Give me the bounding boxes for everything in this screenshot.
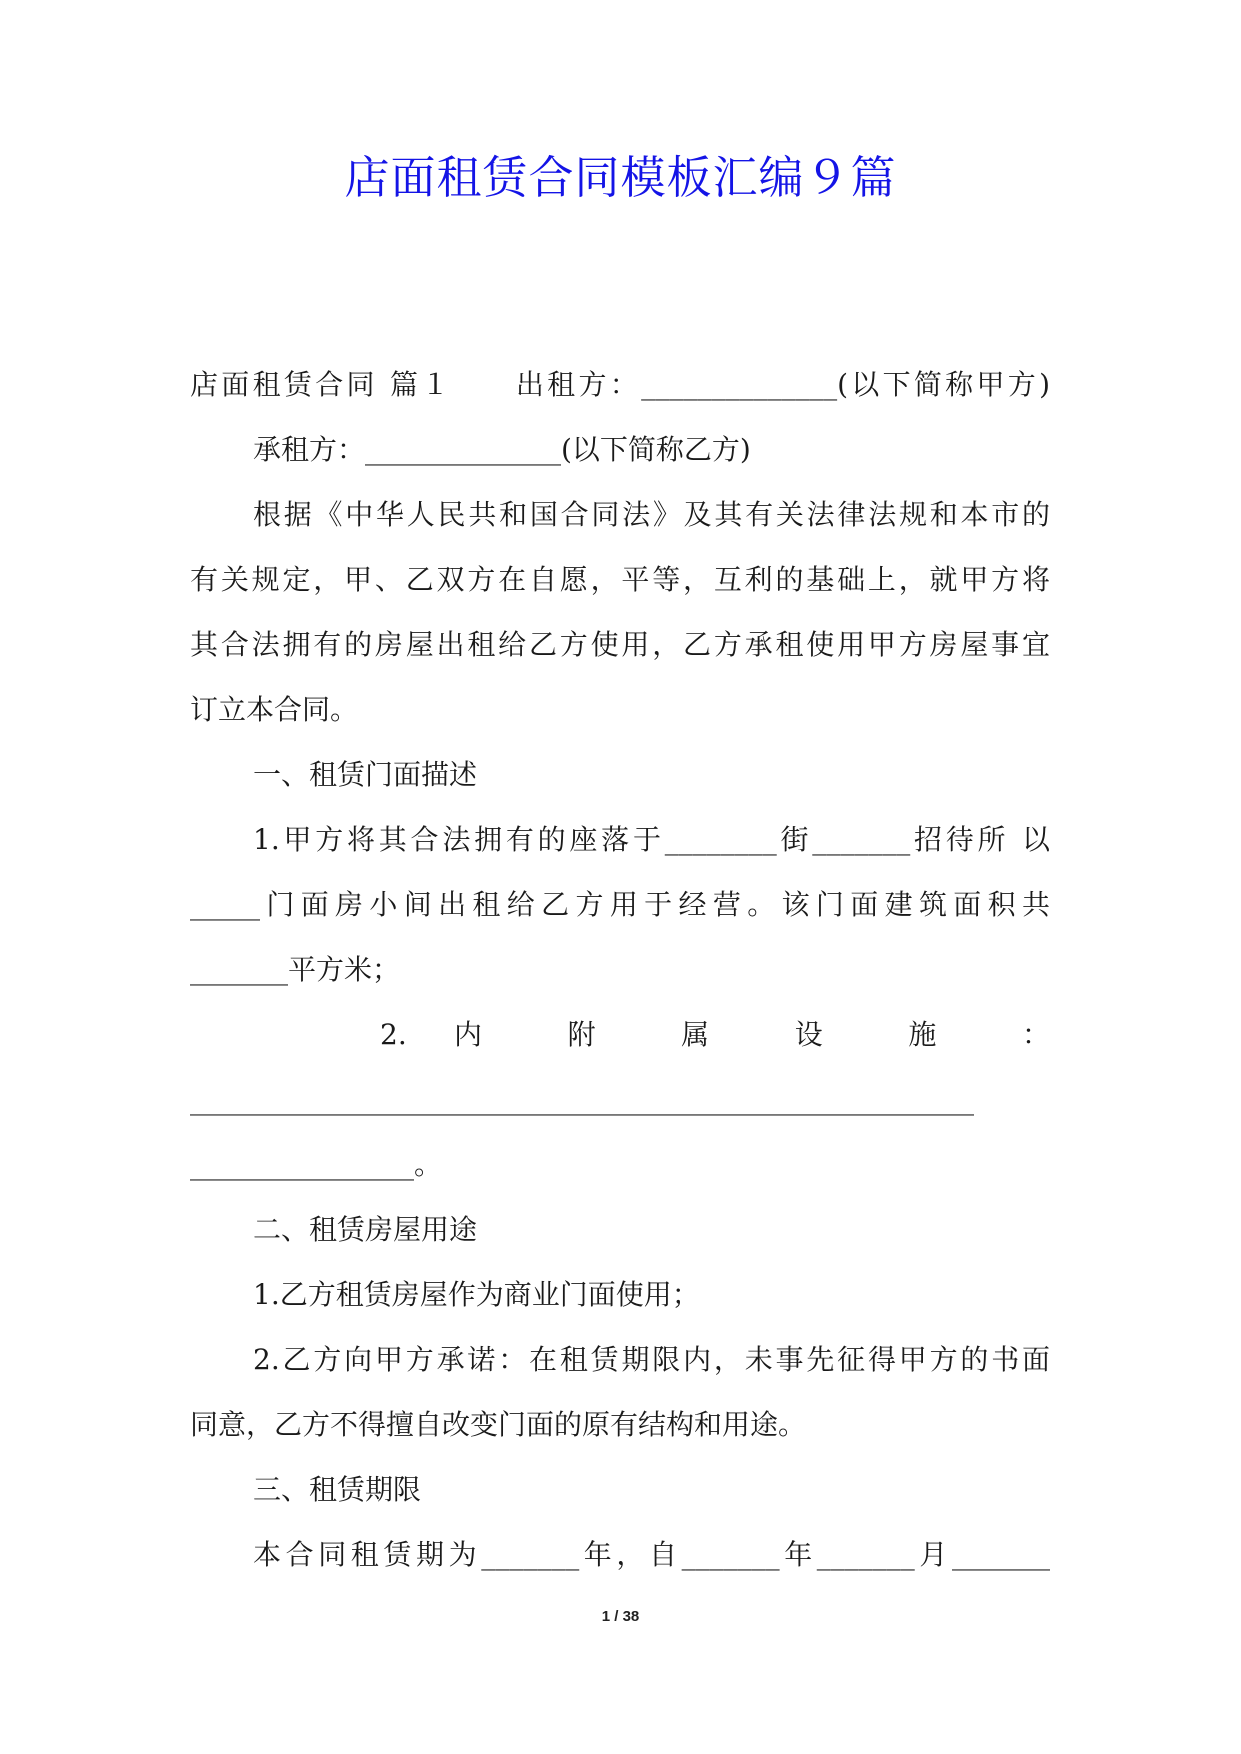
paragraph-line: _____门面房小间出租给乙方用于经营。该门面建筑面积共	[190, 888, 1050, 921]
paragraph-line: 其合法拥有的房屋出租给乙方使用，乙方承租使用甲方房屋事宜	[190, 628, 1050, 661]
page-number: 1 / 38	[601, 1608, 640, 1625]
document-title: 店面租赁合同模板汇编９篇	[344, 151, 897, 204]
section-heading: 店面租赁合同 篇１	[190, 368, 453, 401]
paragraph-line: 同意，乙方不得擅自改变门面的原有结构和用途。	[190, 1408, 807, 1441]
paragraph-line: 2.乙方向甲方承诺：在租赁期限内，未事先征得甲方的书面	[253, 1343, 1050, 1376]
lessor-field: 出租方：______________(以下简称甲方)	[512, 368, 1050, 401]
section-heading: 一、租赁门面描述	[253, 758, 478, 791]
heading-line	[190, 352, 1050, 417]
document-body	[190, 352, 1050, 1587]
paragraph-line: 1.乙方租赁房屋作为商业门面使用；	[253, 1278, 700, 1311]
section-heading: 二、租赁房屋用途	[253, 1213, 478, 1246]
section-heading: 三、租赁期限	[253, 1473, 422, 1506]
paragraph-line: 有关规定，甲、乙双方在自愿，平等，互利的基础上，就甲方将	[190, 563, 1050, 596]
paragraph-line: 订立本合同。	[190, 693, 359, 726]
paragraph-line: 2. 内 附 属 设 施 ：	[380, 1018, 1050, 1051]
paragraph-line: 根据《中华人民共和国合同法》及其有关法律法规和本市的	[253, 498, 1050, 531]
paragraph-line: 承租方：______________(以下简称乙方)	[253, 433, 751, 466]
paragraph-line: _______平方米；	[190, 953, 401, 986]
paragraph-line: 1.甲方将其合法拥有的座落于________街_______招待所 以	[253, 823, 1050, 856]
blank-line: ________________________________________________________	[190, 1083, 974, 1116]
paragraph-line: 本合同租赁期为_______年，自_______年_______月_______	[253, 1538, 1050, 1571]
blank-line: ________________。	[190, 1148, 443, 1181]
